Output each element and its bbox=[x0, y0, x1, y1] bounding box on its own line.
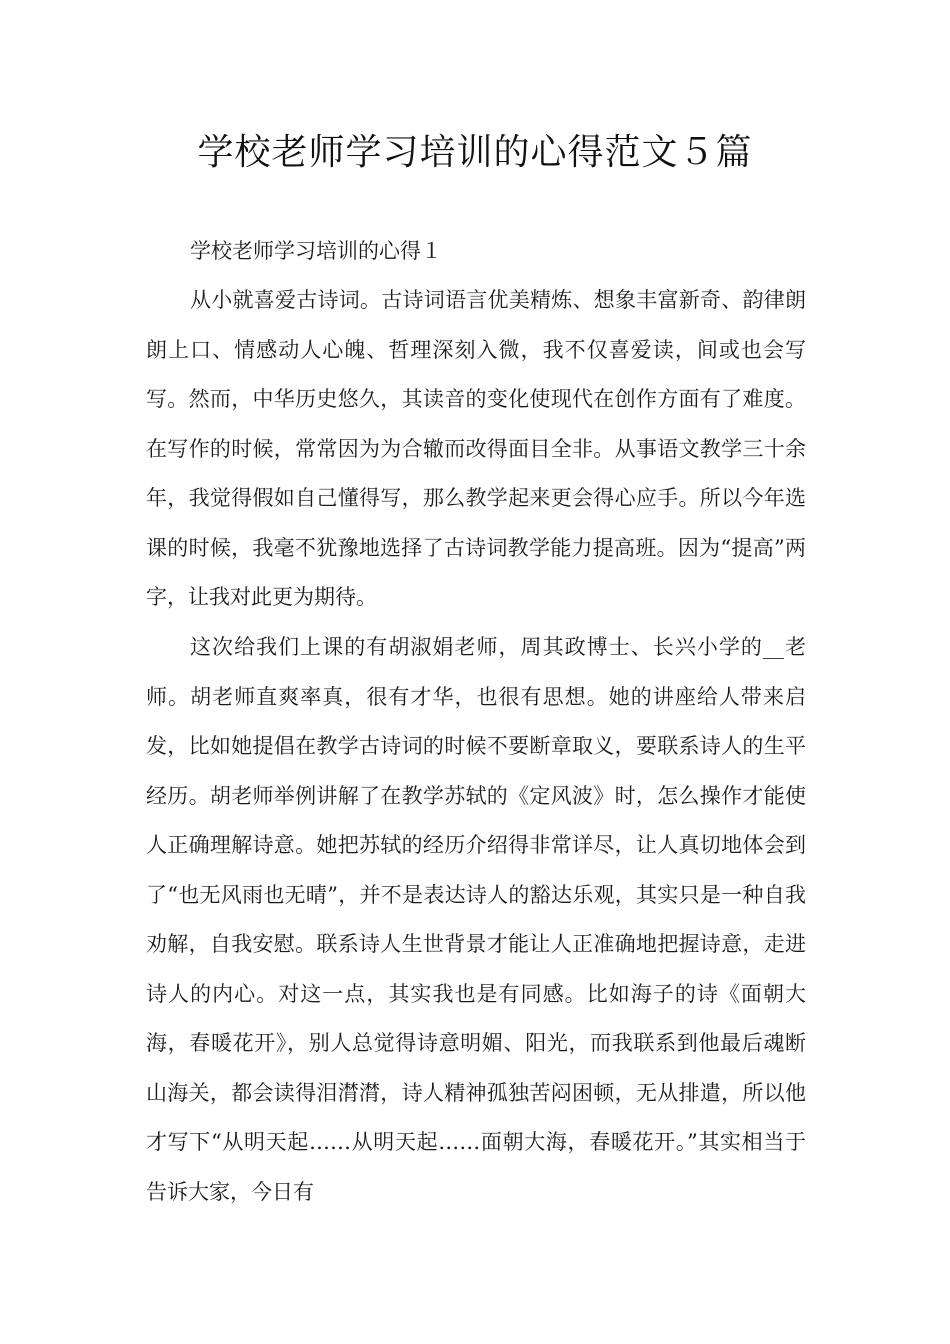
body-paragraph: 从小就喜爱古诗词。古诗词语言优美精炼、想象丰富新奇、韵律朗朗上口、情感动人心魄、哲理深刻入微，我不仅喜爱读，间或也会写写。然而，中华历史悠久，其读音的变化使现代在创作方面有了难度。在写作的时候，常常因为为合辙而改得面目全非。从事语文教学三十余年，我觉得假如自己懂得写，那么教学起来更会得心应手。所以今年选课的时候，我毫不犹豫地选择了古诗词教学能力提高班。因为“提高”两字，让我对此更为期待。 bbox=[146, 288, 806, 609]
document-title: 学校老师学习培训的心得范文５篇 bbox=[197, 132, 753, 173]
body-paragraph: 这次给我们上课的有胡淑娟老师，周其政博士、长兴小学的__老师。胡老师直爽率真，很有才华，也很有思想。她的讲座给人带来启发，比如她提倡在教学古诗词的时候不要断章取义，要联系诗人的生平经历。胡老师举例讲解了在教学苏轼的《定风波》时，怎么操作才能使人正确理解诗意。她把苏轼的经历介绍得非常详尽，让人真切地体会到了“也无风雨也无晴”，并不是表达诗人的豁达乐观，其实只是一种自我劝解，自我安慰。联系诗人生世背景才能让人正准确地把握诗意，走进诗人的内心。对这一点，其实我也是有同感。比如海子的诗《面朝大海，春暖花开》，别人总觉得诗意明媚、阳光，而我联系到他最后魂断山海关，都会读得泪潸潸，诗人精神孤独苦闷困顿，无从排遣，所以他才写下“从明天起……从明天起……面朝大海，春暖花开。”其实相当于告诉大家，今日有 bbox=[146, 635, 806, 1204]
section-heading: 学校老师学习培训的心得１ bbox=[190, 239, 442, 263]
